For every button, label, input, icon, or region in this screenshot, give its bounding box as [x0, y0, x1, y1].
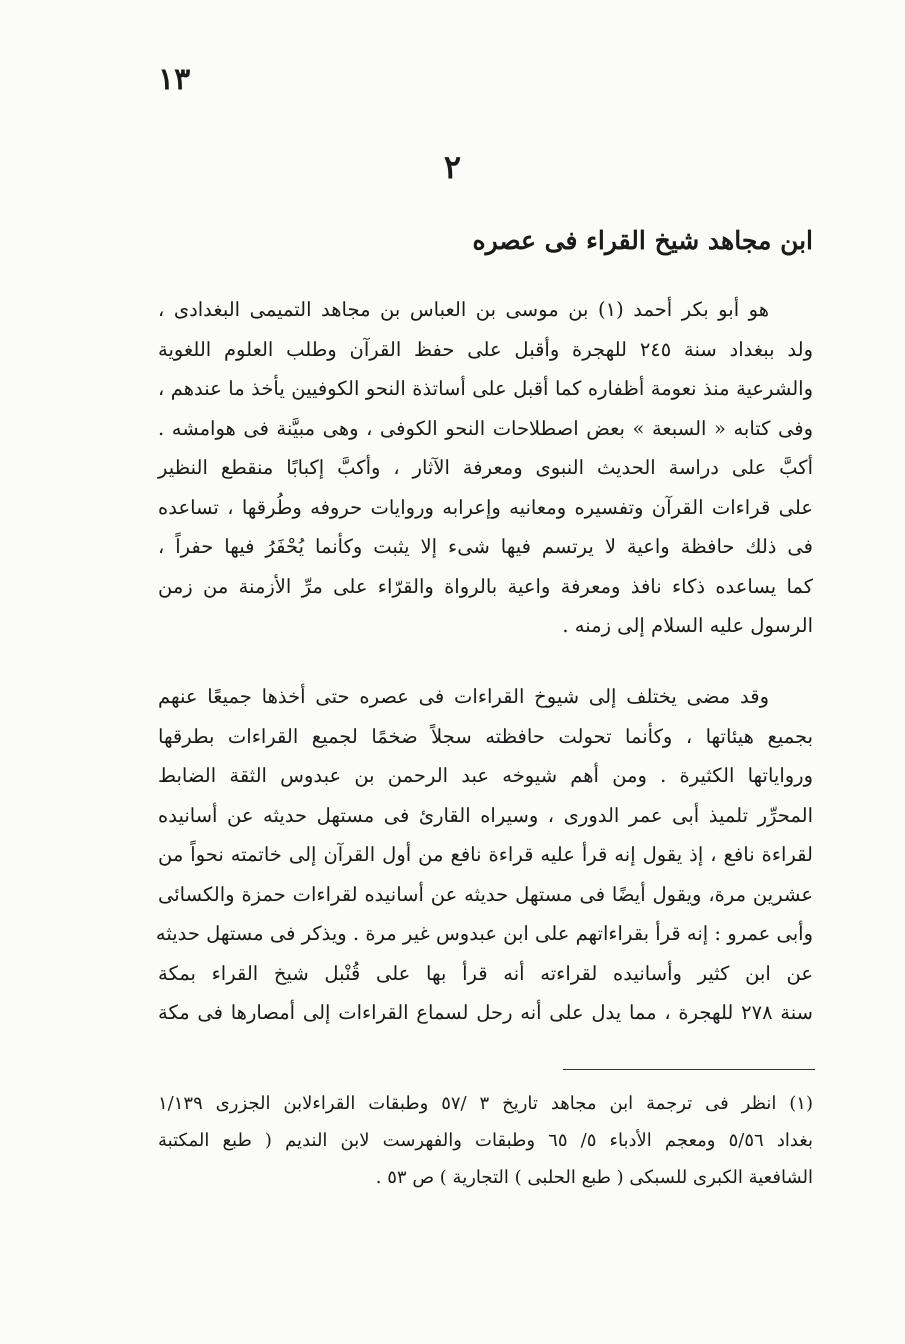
footnote [158, 1085, 813, 1196]
footnote-line: (١) انظر فى ترجمة ابن مجاهد تاريخ ٣ /٥٧ وطبقات القراءلابن الجزرى ١/١٣٩ [158, 1093, 813, 1114]
text-line: وقد مضى يختلف إلى شيوخ القراءات فى عصره حتى أخذها جميعًا عنهم [158, 685, 769, 708]
text-line: هو أبو بكر أحمد (١) بن موسى بن العباس بن مجاهد التميمى البغدادى ، [158, 298, 769, 321]
text-line: المحرِّر تلميذ أبى عمر الدورى ، وسيراه القارئ فى مستهل حديثه عن أسانيده [158, 803, 813, 827]
text-line: وفى كتابه « السبعة » بعض اصطلاحات النحو الكوفى ، وهى مبيَّنة فى هوامشه . [158, 416, 813, 440]
paragraph-teachers [155, 677, 813, 1033]
text-line: الرسول عليه السلام إلى زمنه . [562, 614, 813, 637]
text-line: والشرعية منذ نعومة أظفاره كما أقبل على أساتذة النحو الكوفيين يأخذ ما عندهم ، [158, 377, 813, 400]
text-line: فى ذلك حافظة واعية لا يرتسم فيها شىء إلا يثبت وكأنما يُحْفَرُ فيها حفراً ، [158, 535, 813, 558]
paragraph-biography [158, 290, 813, 646]
text-line: ورواياتها الكثيرة . ومن أهم شيوخه عبد الرحمن بن عبدوس الثقة الضابط [158, 764, 813, 787]
text-line: لقراءة نافع ، إذ يقول إنه قرأ عليه قراءة نافع من أول القرآن إلى خاتمته نحواً من [158, 843, 813, 866]
text-line: عشرين مرة، ويقول أيضًا فى مستهل حديثه عن أسانيده لقراءات حمزة والكسائى [158, 882, 813, 906]
text-line: وأبى عمرو : إنه قرأ بقراءاتهم على ابن عبدوس غير مرة . ويذكر فى مستهل حديثه [155, 922, 813, 945]
text-line: عن ابن كثير وأسانيده لقراءته أنه قرأ بها على قُنْبل شيخ القراء بمكة [158, 961, 813, 985]
footnote-divider [563, 1069, 815, 1070]
text-line: أكبَّ على دراسة الحديث النبوى ومعرفة الآثار ، وأكبَّ إكبابًا منقطع النظير [158, 456, 813, 479]
text-line: بجميع هيئاتها ، وكأنما تحولت حافظته سجلاً ضخمًا لجميع القراءات بطرقها [158, 724, 813, 748]
text-line: على قراءات القرآن وتفسيره ومعانيه وإعرابه وروايات حروفه وطُرقها ، تساعده [158, 495, 813, 519]
footnote-line: بغداد ٥/٥٦ ومعجم الأدباء ٥/ ٦٥ وطبقات والفهرست لابن النديم ( طبع المكتبة [158, 1130, 813, 1151]
page-number: ١٣ [158, 62, 191, 97]
footnote-line: الشافعية الكبرى للسبكى ( طبع الحلبى ) التجارية ) ص ٥٣ . [375, 1167, 813, 1188]
section-heading: ابن مجاهد شيخ القراء فى عصره [472, 226, 813, 255]
text-line: سنة ٢٧٨ للهجرة ، مما يدل على أنه رحل لسماع القراءات إلى أمصارها فى مكة [158, 1001, 813, 1024]
text-line: ولد ببغداد سنة ٢٤٥ للهجرة وأقبل على حفظ القرآن وطلب العلوم اللغوية [158, 337, 813, 361]
text-line: كما يساعده ذكاء نافذ ومعرفة واعية بالرواة والقرّاء على مرِّ الأزمنة من زمن [158, 574, 813, 598]
chapter-number: ٢ [443, 148, 462, 186]
